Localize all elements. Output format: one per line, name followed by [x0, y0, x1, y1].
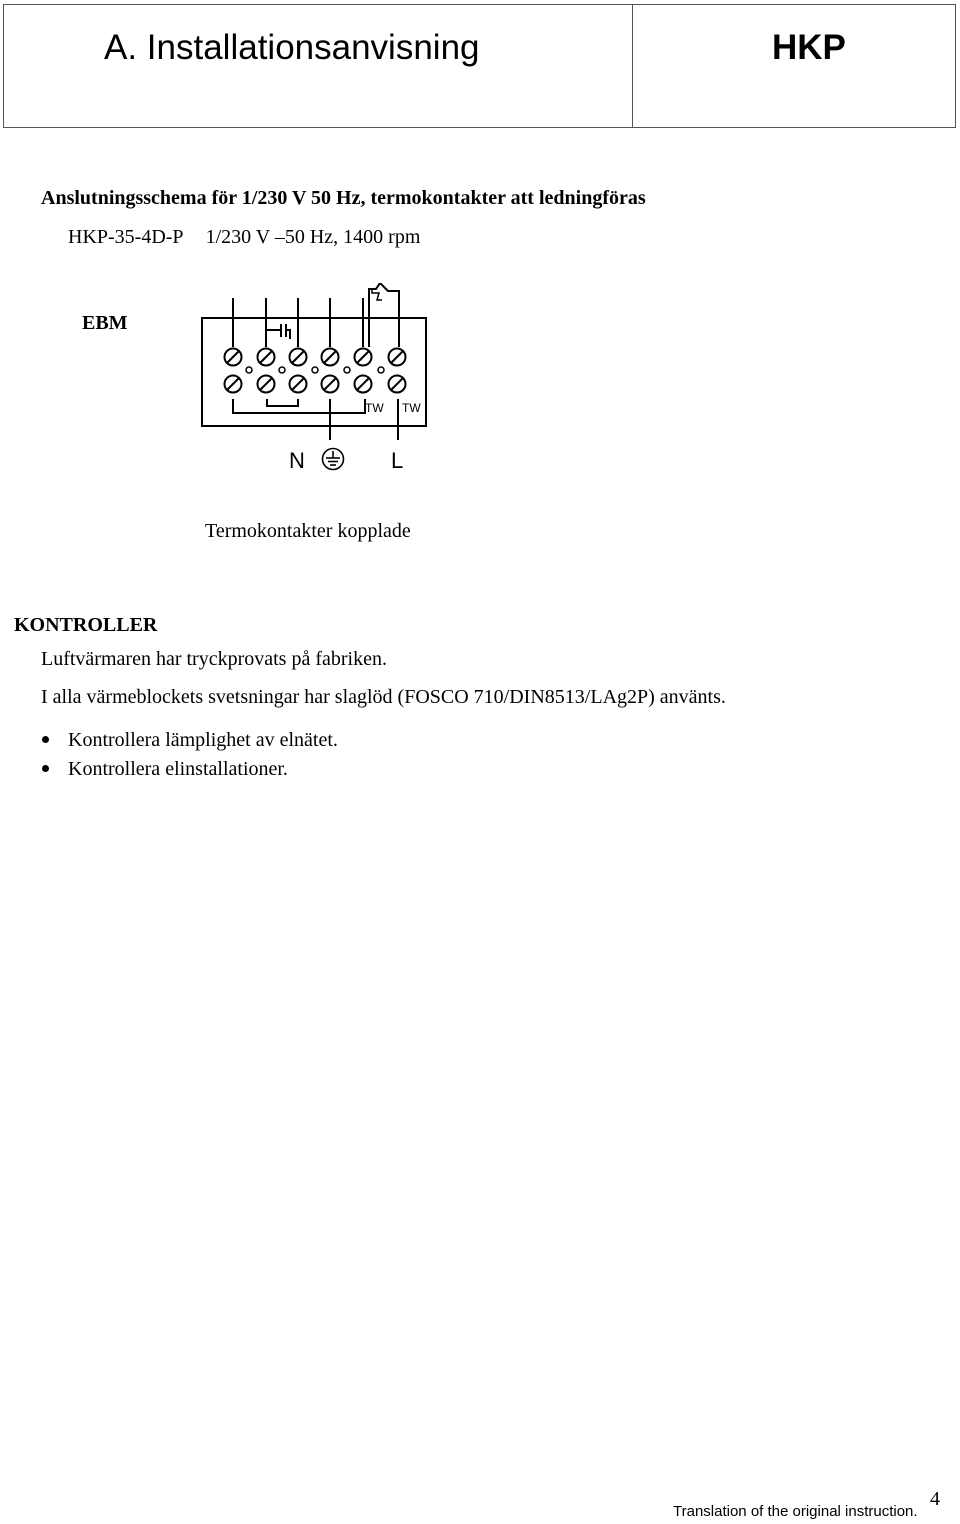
footer-note: Translation of the original instruction. — [673, 1503, 918, 1520]
earth-ground-icon — [323, 449, 344, 470]
wiring-diagram — [195, 283, 445, 478]
header-divider — [632, 4, 633, 128]
manufacturer-label: EBM — [82, 312, 128, 334]
tw-label-1: TW — [365, 401, 384, 415]
model-name: HKP-35-4D-P — [68, 226, 184, 248]
controls-paragraph-1: Luftvärmaren har tryckprovats på fabriken. — [41, 648, 387, 670]
page-number: 4 — [930, 1488, 940, 1510]
model-spec: 1/230 V –50 Hz, 1400 rpm — [205, 226, 421, 248]
list-item: Kontrollera elinstallationer. — [41, 756, 338, 785]
wiring-heading: Anslutningsschema för 1/230 V 50 Hz, termokontakter att ledningföras — [41, 187, 646, 209]
model-line — [68, 226, 420, 249]
controls-checklist — [41, 727, 338, 785]
tw-label-2: TW — [402, 401, 421, 415]
controls-paragraph-2: I alla värmeblockets svetsningar har slaglöd (FOSCO 710/DIN8513/LAg2P) använts. — [41, 686, 726, 708]
upper-terminals — [225, 349, 406, 366]
live-label: L — [391, 448, 404, 473]
page-title: A. Installationsanvisning — [104, 28, 480, 67]
neutral-label: N — [289, 448, 305, 473]
controls-heading: KONTROLLER — [14, 614, 158, 636]
product-code: HKP — [772, 28, 846, 67]
lower-terminals — [225, 376, 406, 393]
list-item: Kontrollera lämplighet av elnätet. — [41, 727, 338, 756]
diagram-caption: Termokontakter kopplade — [205, 520, 411, 542]
